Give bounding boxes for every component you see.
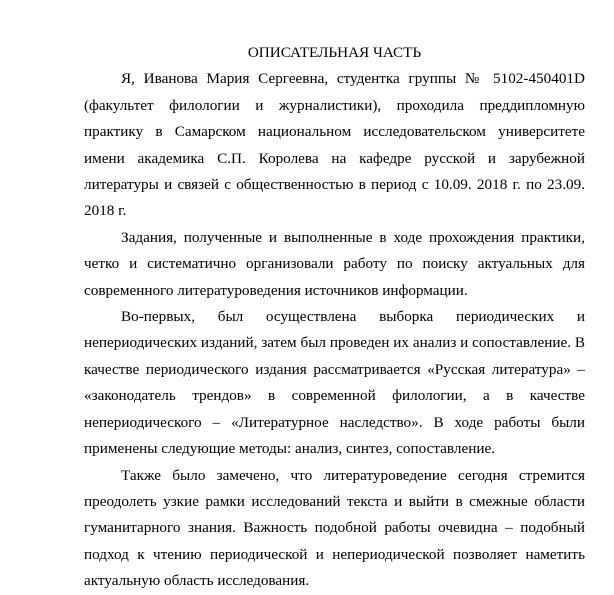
paragraph-tasks: Задания, полученные и выполненные в ходе прохождения практики, четко и систематично организовали работу по поиску актуальных для современного литературоведения источников информации.: [84, 228, 585, 299]
paragraph-conclusion: Также было замечено, что литературоведение сегодня стремится преодолеть узкие рамки исследований текста и выйти в смежные области гуманитарного знания. Важность подобной работы очевидна – подобный подход к чтению периодической и непериодической позволяет наметить актуальную область исследования.: [84, 466, 585, 590]
paragraph-intro: Я, Иванова Мария Сергеевна, студентка группы № 5102-450401D (факультет филологии и журналистики), проходила преддипломную практику в Самарском национальном исследовательском университете имени академика С.П. Королева на кафедре русской и зарубежной литературы и связей с общественностью в период с 10.09. 2018 г. по 23.09. 2018 г.: [84, 70, 585, 220]
paragraph-selection: Во-первых, был осуществлена выборка периодических и непериодических изданий, затем был проведен их анализ и сопоставление. В качестве периодического издания рассматривается «Русская литература» – «законодатель трендов» в современной филологии, а в качестве непериодического – «Литературное наследство». В ходе работы были применены следующие методы: анализ, синтез, сопоставление.: [84, 308, 585, 458]
document-page: [84, 40, 585, 595]
section-title: ОПИСАТЕЛЬНАЯ ЧАСТЬ: [247, 44, 422, 61]
